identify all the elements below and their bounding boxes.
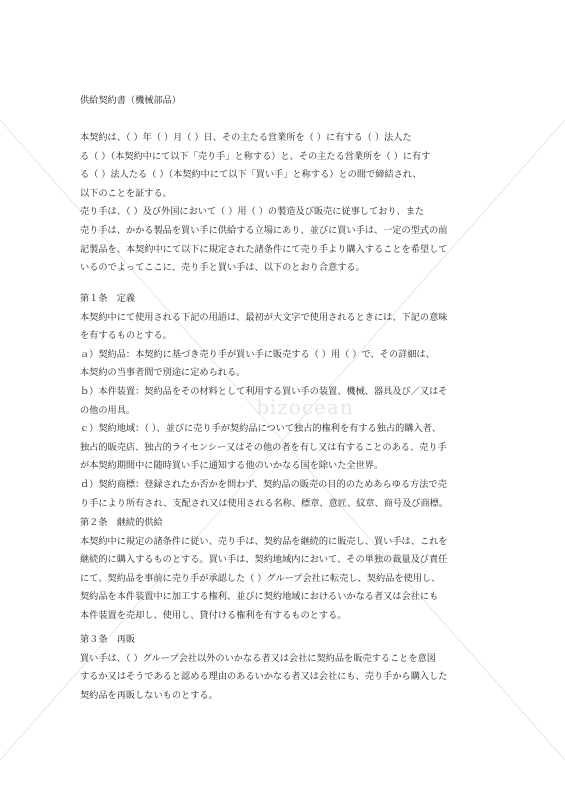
article-line: 本契約中に規定の諸条件に従い、売り手は、契約品を継続的に販売し、買い手は、これを bbox=[80, 535, 448, 547]
article-line: するか又はそうであると認める理由のあるいかなる者又は会社にも、売り手から購入した bbox=[80, 671, 448, 683]
article-1 bbox=[80, 290, 488, 513]
preamble-line: 売り手は、（ ）及び外国において（ ）用（ ）の製造及び販売に従事しており、また bbox=[80, 206, 425, 218]
article-line: 本契約の当事者間で別途に定められる。 bbox=[80, 367, 246, 379]
article-heading: 第２条 継続的供給 bbox=[80, 517, 163, 528]
article-line: 契約品を再販しないものとする。 bbox=[80, 689, 218, 701]
article-line: ａ）契約品：本契約に基づき売り手が買い手に販売する（ ）用（ ）で、その詳細は、 bbox=[80, 348, 435, 360]
article-line: り手により所有され、支配され又は使用される名称、標章、意匠、紋章、商号及び商標。 bbox=[80, 497, 449, 509]
preamble-line: 記製品を、本契約中にて以下に規定された諸条件にて売り手より購入することを希望して bbox=[80, 243, 448, 255]
article-line: 本契約中にて使用される下記の用語は、最初が大文字で使用されるときには、下記の意味 bbox=[80, 311, 448, 323]
article-line: 契約品を本件装置中に加工する権利、並びに契約地域におけるいかなる者又は会社にも bbox=[80, 591, 439, 603]
preamble-line: る（ ）法人たる（ ）（本契約中にて以下「買い手」と称する）との間で締結され、 bbox=[80, 169, 422, 181]
article-line: ｃ）契約地域：（ ）、並びに売り手が契約品について独占的権利を有する独占的購入者、 bbox=[80, 423, 442, 435]
article-line: ｄ）契約商標：登録されたか否かを問わず、契約品の販売の目的のためあらゆる方法で売 bbox=[80, 478, 447, 490]
article-line: 継続的に購入するものとする。買い手は、契約地域内において、その単独の裁量及び責任 bbox=[80, 554, 448, 566]
article-2 bbox=[80, 514, 488, 626]
document-title: 供給契約書（機械部品） bbox=[80, 95, 182, 106]
article-line: 本件装置を売却し、使用し、貸付ける権利を有するものとする。 bbox=[80, 609, 347, 621]
article-line: 独占的販売店、独占的ライセンシー又はその他の者を有し又は有することのある、売り手 bbox=[80, 441, 447, 453]
watermark-logo: bizocean bbox=[256, 395, 354, 419]
article-line: にて、契約品を事前に売り手が承認した（ ）グループ会社に転売し、契約品を使用し、 bbox=[80, 572, 441, 584]
article-line: 買い手は、（ ）グループ会社以外のいかなる者又は会社に契約品を販売することを意図 bbox=[80, 652, 436, 664]
preamble-line: いるのでよってここに、売り手と買い手は、以下のとおり合意する。 bbox=[80, 262, 365, 274]
preamble-line: 以下のことを証する。 bbox=[80, 187, 172, 199]
article-heading: 第３条 再販 bbox=[80, 634, 136, 645]
article-heading: 第１条 定義 bbox=[80, 293, 136, 304]
article-3 bbox=[80, 631, 488, 705]
preamble-line: 本契約は、（ ）年（ ）月（ ）日、その主たる営業所を（ ）に有する（ ）法人た bbox=[80, 132, 412, 143]
article-line: ｂ）本件装置：契約品をその材料として利用する買い手の装置、機械、器具及び／又はそ bbox=[80, 385, 448, 397]
preamble-line: 売り手は、かかる製品を買い手に供給する立場にあり、並びに買い手は、一定の型式の前 bbox=[80, 224, 448, 236]
preamble bbox=[80, 129, 488, 278]
article-line: の他の用具。 bbox=[80, 404, 136, 416]
article-line: が本契約期間中に随時買い手に通知する他のいかなる国を除いた全世界。 bbox=[80, 460, 384, 472]
preamble-line: る（ ）（本契約中にて以下「売り手」と称する）と、その主たる営業所を（ ）に有す bbox=[80, 150, 431, 162]
article-line: を有するものとする。 bbox=[80, 330, 172, 342]
